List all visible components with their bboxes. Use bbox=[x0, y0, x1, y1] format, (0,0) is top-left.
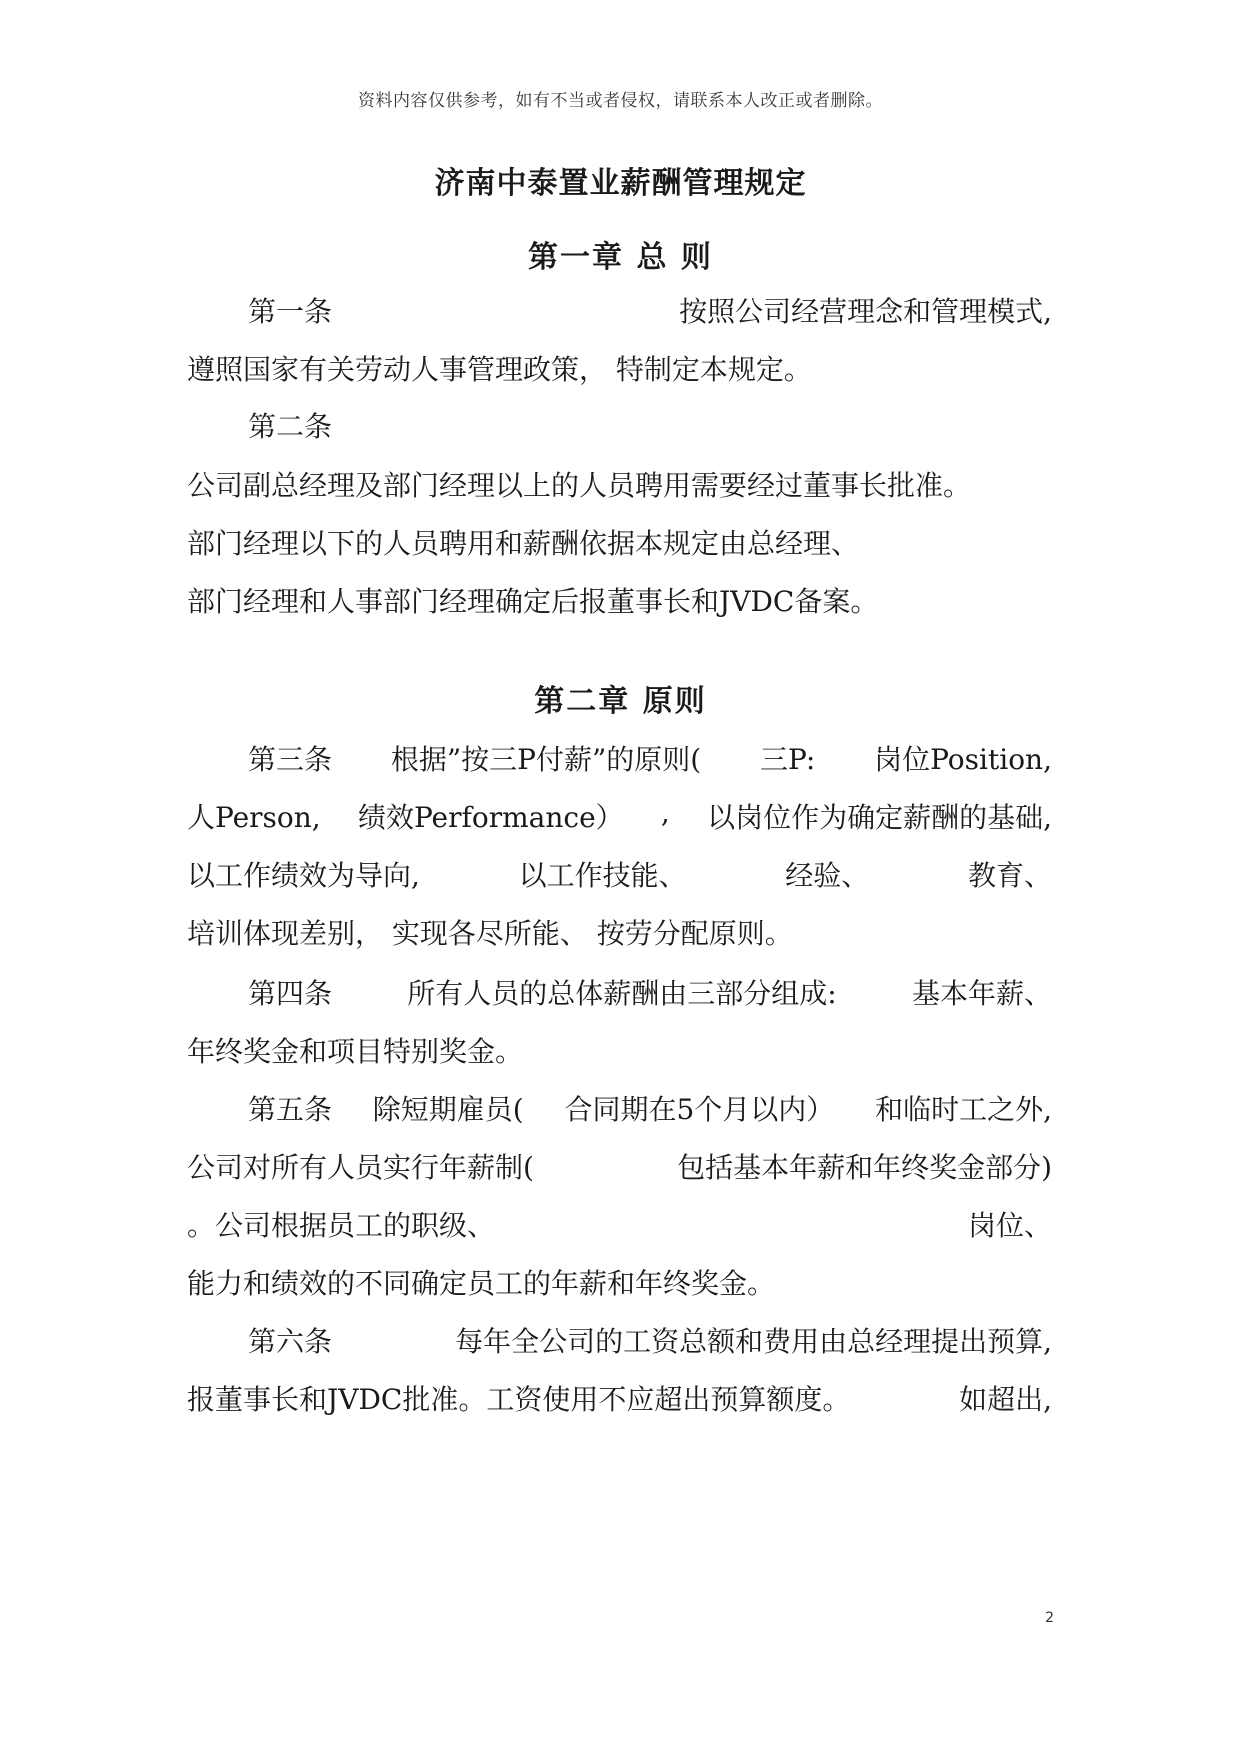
article-3-line-4 bbox=[187, 912, 1052, 956]
text-segment: 经验、 bbox=[785, 859, 870, 892]
article-2-line-1 bbox=[248, 405, 1052, 449]
article-1-line-1 bbox=[248, 290, 1052, 334]
document-title: 济南中泰置业薪酬管理规定 bbox=[434, 166, 807, 201]
chapter-2-heading: 第二章 原则 bbox=[534, 684, 707, 719]
text-segment: 第二条 bbox=[248, 410, 333, 443]
article-3-line-3 bbox=[187, 854, 1052, 898]
article-2-line-2 bbox=[187, 464, 1052, 508]
article-5-line-4 bbox=[187, 1262, 1052, 1306]
text-segment: 所有人员的总体薪酬由三部分组成: bbox=[407, 977, 837, 1010]
article-1-line-2 bbox=[187, 348, 1052, 392]
text-segment: 教育、 bbox=[967, 859, 1052, 892]
text-segment: 。公司根据员工的职级、 bbox=[187, 1209, 496, 1242]
text-segment: 培训体现差别， 实现各尽所能、 按劳分配原则。 bbox=[187, 917, 793, 950]
text-segment: 按照公司经营理念和管理模式, bbox=[679, 295, 1052, 328]
text-segment: 遵照国家有关劳动人事管理政策， 特制定本规定。 bbox=[187, 353, 812, 386]
text-segment: 第六条 bbox=[248, 1325, 333, 1358]
article-5-line-3 bbox=[187, 1204, 1052, 1248]
text-segment: 第三条 bbox=[248, 743, 333, 776]
article-4-line-1 bbox=[248, 972, 1052, 1016]
text-segment: 以岗位作为确定薪酬的基础, bbox=[707, 801, 1052, 834]
article-2-line-3 bbox=[187, 522, 1052, 566]
article-5-line-2 bbox=[187, 1146, 1052, 1190]
text-segment: 公司副总经理及部门经理以上的人员聘用需要经过董事长批准。 bbox=[187, 469, 972, 502]
text-segment: 第一条 bbox=[248, 295, 333, 328]
text-segment: 部门经理和人事部门经理确定后报董事长和JVDC备案。 bbox=[187, 585, 879, 618]
text-segment: 岗位、 bbox=[967, 1209, 1052, 1242]
page-number: 2 bbox=[1045, 1610, 1054, 1626]
text-segment: 人Person, bbox=[187, 801, 321, 834]
text-segment: 以工作绩效为导向, bbox=[187, 859, 420, 892]
text-segment: 除短期雇员( bbox=[372, 1093, 524, 1126]
text-segment: 第四条 bbox=[248, 977, 333, 1010]
article-2-line-4 bbox=[187, 580, 1052, 624]
disclaimer-header: 资料内容仅供参考，如有不当或者侵权，请联系本人改正或者删除。 bbox=[358, 91, 883, 111]
text-segment: 根据”按三P付薪”的原则( bbox=[390, 743, 702, 776]
text-segment: 合同期在5个月以内） bbox=[564, 1093, 835, 1126]
article-4-line-2 bbox=[187, 1030, 1052, 1074]
text-segment: 包括基本年薪和年终奖金部分) bbox=[677, 1151, 1052, 1184]
text-segment: 三P: bbox=[760, 743, 816, 776]
text-segment: 公司对所有人员实行年薪制( bbox=[187, 1151, 534, 1184]
article-6-line-1 bbox=[248, 1320, 1052, 1364]
article-3-line-1 bbox=[248, 738, 1052, 782]
text-segment: 以工作技能、 bbox=[518, 859, 687, 892]
text-segment: 报董事长和JVDC批准。工资使用不应超出预算额度。 bbox=[187, 1383, 851, 1416]
text-segment: 每年全公司的工资总额和费用由总经理提出预算, bbox=[455, 1325, 1052, 1358]
text-segment: 如超出, bbox=[959, 1383, 1052, 1416]
article-5-line-1 bbox=[248, 1088, 1052, 1132]
chapter-1-heading: 第一章 总 则 bbox=[528, 240, 713, 275]
text-segment: 基本年薪、 bbox=[911, 977, 1052, 1010]
text-segment: 部门经理以下的人员聘用和薪酬依据本规定由总经理、 bbox=[187, 527, 860, 560]
text-segment: , bbox=[660, 796, 670, 829]
article-6-line-2 bbox=[187, 1378, 1052, 1422]
article-3-line-2 bbox=[187, 796, 1052, 840]
text-segment: 能力和绩效的不同确定员工的年薪和年终奖金。 bbox=[187, 1267, 776, 1300]
text-segment: 绩效Performance） bbox=[357, 801, 624, 834]
text-segment: 岗位Position, bbox=[874, 743, 1052, 776]
text-segment: 和临时工之外, bbox=[875, 1093, 1052, 1126]
text-segment: 年终奖金和项目特别奖金。 bbox=[187, 1035, 524, 1068]
text-segment: 第五条 bbox=[248, 1093, 333, 1126]
